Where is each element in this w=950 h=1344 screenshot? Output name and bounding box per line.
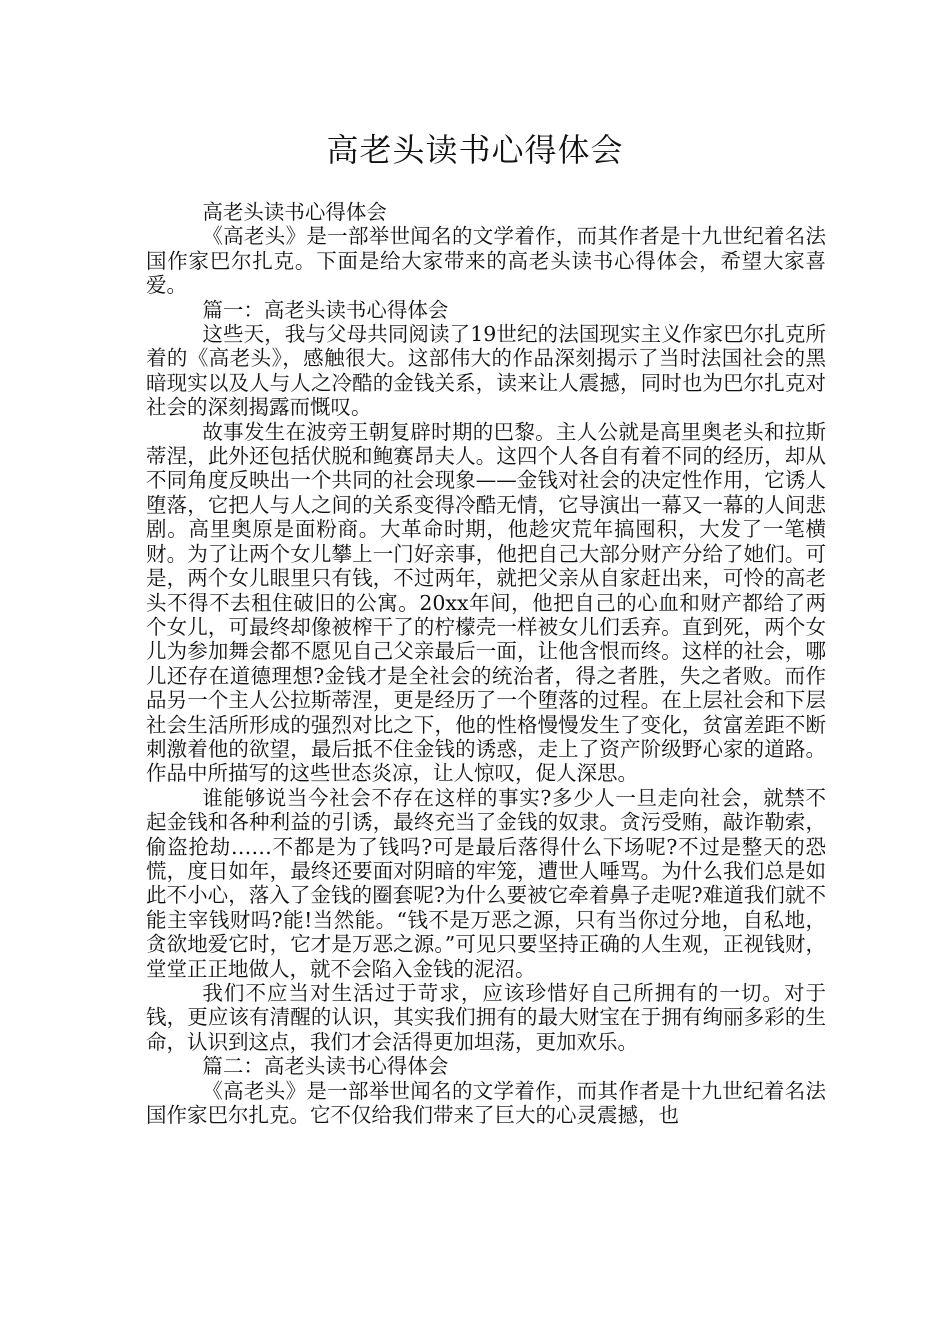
body-paragraph: 我们不应当对生活过于苛求，应该珍惜好自己所拥有的一切。对于钱，更应该有清醒的认识，其实我们拥有的最大财宝在于拥有绚丽多彩的生命，认识到这点，我们才会活得更加坦荡，更加欢乐。 xyxy=(146,981,826,1054)
document-title: 高老头读书心得体会 xyxy=(326,131,624,169)
body-paragraph: 谁能够说当今社会不存在这样的事实?多少人一旦走向社会，就禁不起金钱和各种利益的引诱，最终充当了金钱的奴隶。贪污受贿，敲诈勒索，偷盗抢劫……不都是为了钱吗?可是最后落得什么下场呢?不过是整天的恐慌，度日如年，最终还要面对阴暗的牢笼，遭世人唾骂。为什么我们总是如此不小心，落入了金钱的圈套呢?为什么要被它牵着鼻子走呢?难道我们就不能主宰钱财吗?能!当然能。“钱不是万恶之源，只有当你过分地，自私地，贪欲地爱它时，它才是万恶之源。”可见只要坚持正确的人生观，正视钱财，堂堂正正地做人，就不会陷入金钱的泥沼。 xyxy=(146,785,826,981)
intro-paragraph: 《高老头》是一部举世闻名的文学着作，而其作者是十九世纪着名法国作家巴尔扎克。下面是给大家带来的高老头读书心得体会，希望大家喜爱。 xyxy=(146,224,826,298)
body-paragraph: 《高老头》是一部举世闻名的文学着作，而其作者是十九世纪着名法国作家巴尔扎克。它不仅给我们带来了巨大的心灵震撼，也 xyxy=(146,1078,826,1128)
subtitle-paragraph: 高老头读书心得体会 xyxy=(202,200,387,224)
section-heading-2: 篇二：高老头读书心得体会 xyxy=(202,1054,449,1079)
section-heading-1: 篇一：高老头读书心得体会 xyxy=(202,297,449,322)
body-paragraph: 故事发生在波旁王朝复辟时期的巴黎。主人公就是高里奥老头和拉斯蒂涅，此外还包括伏脱和鲍赛昂夫人。这四个人各自有着不同的经历，却从不同角度反映出一个共同的社会现象——金钱对社会的决定性作用，它诱人堕落，它把人与人之间的关系变得冷酷无情，它导演出一幕又一幕的人间悲剧。高里奥原是面粉商。大革命时期，他趁灾荒年搞囤积，大发了一笔横财。为了让两个女儿攀上一门好亲事，他把自己大部分财产分给了她们。可是，两个女儿眼里只有钱，不过两年，就把父亲从自家赶出来，可怜的高老头不得不去租住破旧的公寓。20xx年间，他把自己的心血和财产都给了两个女儿，可最终却像被榨干了的柠檬壳一样被女儿们丢弃。直到死，两个女儿为参加舞会都不愿见自己父亲最后一面，让他含恨而终。这样的社会，哪儿还存在道德理想?金钱才是全社会的统治者，得之者胜，失之者败。而作品另一个主人公拉斯蒂涅，更是经历了一个堕落的过程。在上层社会和下层社会生活所形成的强烈对比之下，他的性格慢慢发生了变化，贫富差距不断刺激着他的欲望，最后抵不住金钱的诱惑，走上了资产阶级野心家的道路。作品中所描写的这些世态炎凉，让人惊叹，促人深思。 xyxy=(146,419,826,786)
document-body xyxy=(146,200,826,1127)
body-paragraph: 这些天，我与父母共同阅读了19世纪的法国现实主义作家巴尔扎克所着的《高老头》，感触很大。这部伟大的作品深刻揭示了当时法国社会的黑暗现实以及人与人之冷酷的金钱关系，读来让人震撼，同时也为巴尔扎克对社会的深刻揭露而慨叹。 xyxy=(146,322,826,420)
